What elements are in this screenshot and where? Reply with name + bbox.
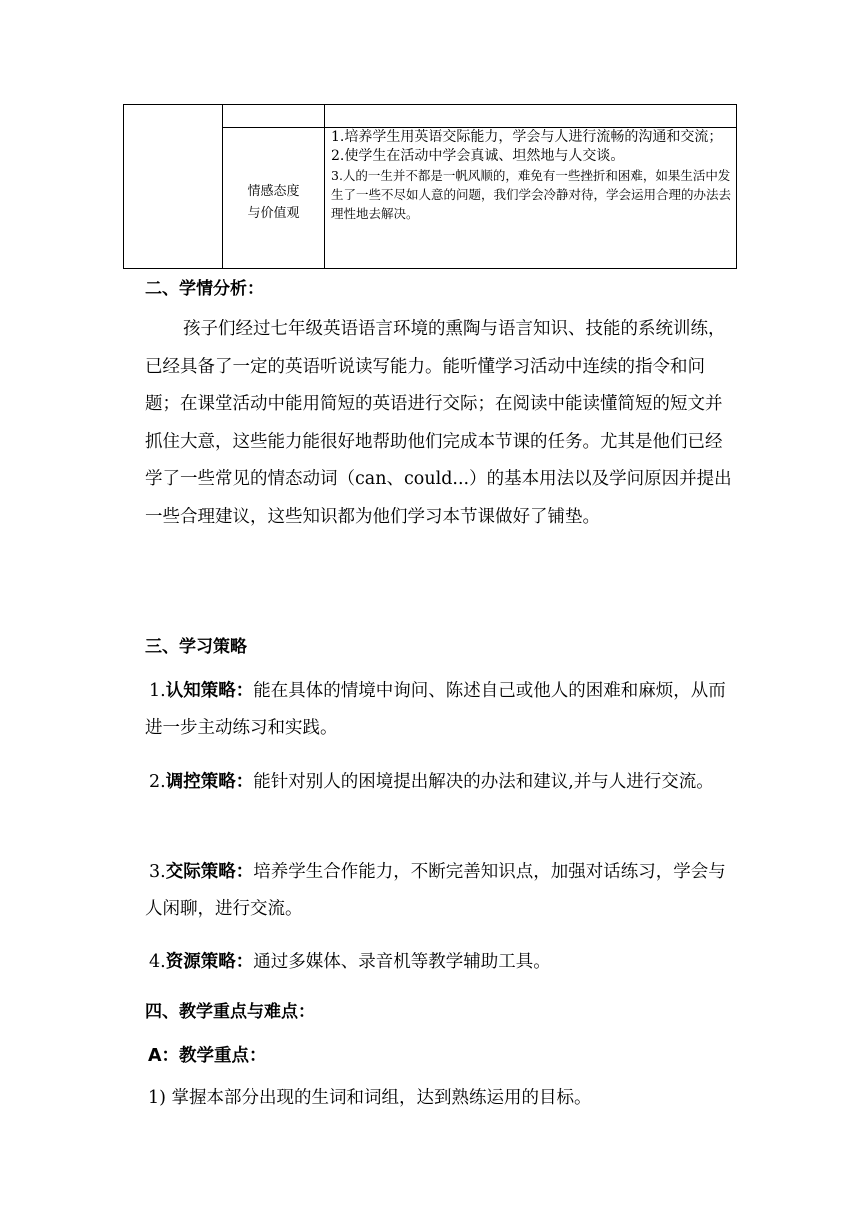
table-row xyxy=(124,105,737,128)
objectives-content-cell xyxy=(325,128,737,269)
section-heading-learner-analysis: 二、学情分析： xyxy=(145,279,264,299)
strategy-title: 资源策略： xyxy=(165,952,254,972)
table-cell-empty xyxy=(124,105,223,269)
strategy-text: 能在具体的情境中询问、陈述自己或他人的困难和麻烦，从而进一步主动练习和实践。 xyxy=(145,681,726,738)
strategy-title: 调控策略： xyxy=(165,772,254,792)
category-label-line1: 情感态度 xyxy=(247,184,300,199)
strategy-number: 1. xyxy=(149,681,166,701)
learner-analysis-paragraph xyxy=(145,311,735,536)
section-heading-learning-strategies: 三、学习策略 xyxy=(145,637,247,657)
strategy-number: 2. xyxy=(149,772,166,792)
strategy-title: 认知策略： xyxy=(165,681,254,701)
category-label-line2: 与价值观 xyxy=(247,206,300,221)
table-cell-empty xyxy=(223,105,325,128)
learner-analysis-text: 孩子们经过七年级英语语言环境的熏陶与语言知识、技能的系统训练，已经具备了一定的英语听说读写能力。能听懂学习活动中连续的指令和问题；在课堂活动中能用简短的英语进行交际；在阅读中能读懂简短的短文并抓住大意，这些能力能很好地帮助他们完成本节课的任务。尤其是他们已经学了一些常见的情态动词（can、could...）的基本用法以及学问原因并提出一些合理建议，这些知识都为他们学习本节课做好了铺垫。 xyxy=(145,319,732,527)
category-cell xyxy=(223,128,325,269)
sub-heading-teaching-focus: A：教学重点： xyxy=(148,1046,267,1066)
teaching-focus-item-1: 1) 掌握本部分出现的生词和词组，达到熟练运用的目标。 xyxy=(148,1088,592,1108)
objective-item-1: 1.培养学生用英语交际能力，学会与人进行流畅的沟通和交流； xyxy=(331,129,723,145)
objective-item-3: 3.人的一生并不都是一帆风顺的，难免有一些挫折和困难，如果生活中发生了一些不尽如人意的问题，我们学会冷静对待，学会运用合理的办法去理性地去解决。 xyxy=(331,168,732,221)
strategy-text: 能针对别人的困境提出解决的办法和建议,并与人进行交流。 xyxy=(253,772,714,792)
strategy-text: 培养学生合作能力，不断完善知识点，加强对话练习，学会与人闲聊，进行交流。 xyxy=(145,862,726,919)
strategy-text: 通过多媒体、录音机等教学辅助工具。 xyxy=(253,952,551,972)
table-cell-empty xyxy=(325,105,737,128)
strategy-item xyxy=(145,854,735,928)
strategy-title: 交际策略： xyxy=(165,862,254,882)
strategy-item xyxy=(145,764,735,801)
objectives-table xyxy=(123,104,737,269)
strategy-item xyxy=(145,944,735,981)
strategy-number: 3. xyxy=(149,862,166,882)
strategy-item xyxy=(145,673,735,747)
objective-item-2: 2.使学生在活动中学会真诚、坦然地与人交谈。 xyxy=(331,148,625,164)
section-heading-key-points: 四、教学重点与难点： xyxy=(145,1002,315,1022)
strategy-number: 4. xyxy=(149,952,166,972)
